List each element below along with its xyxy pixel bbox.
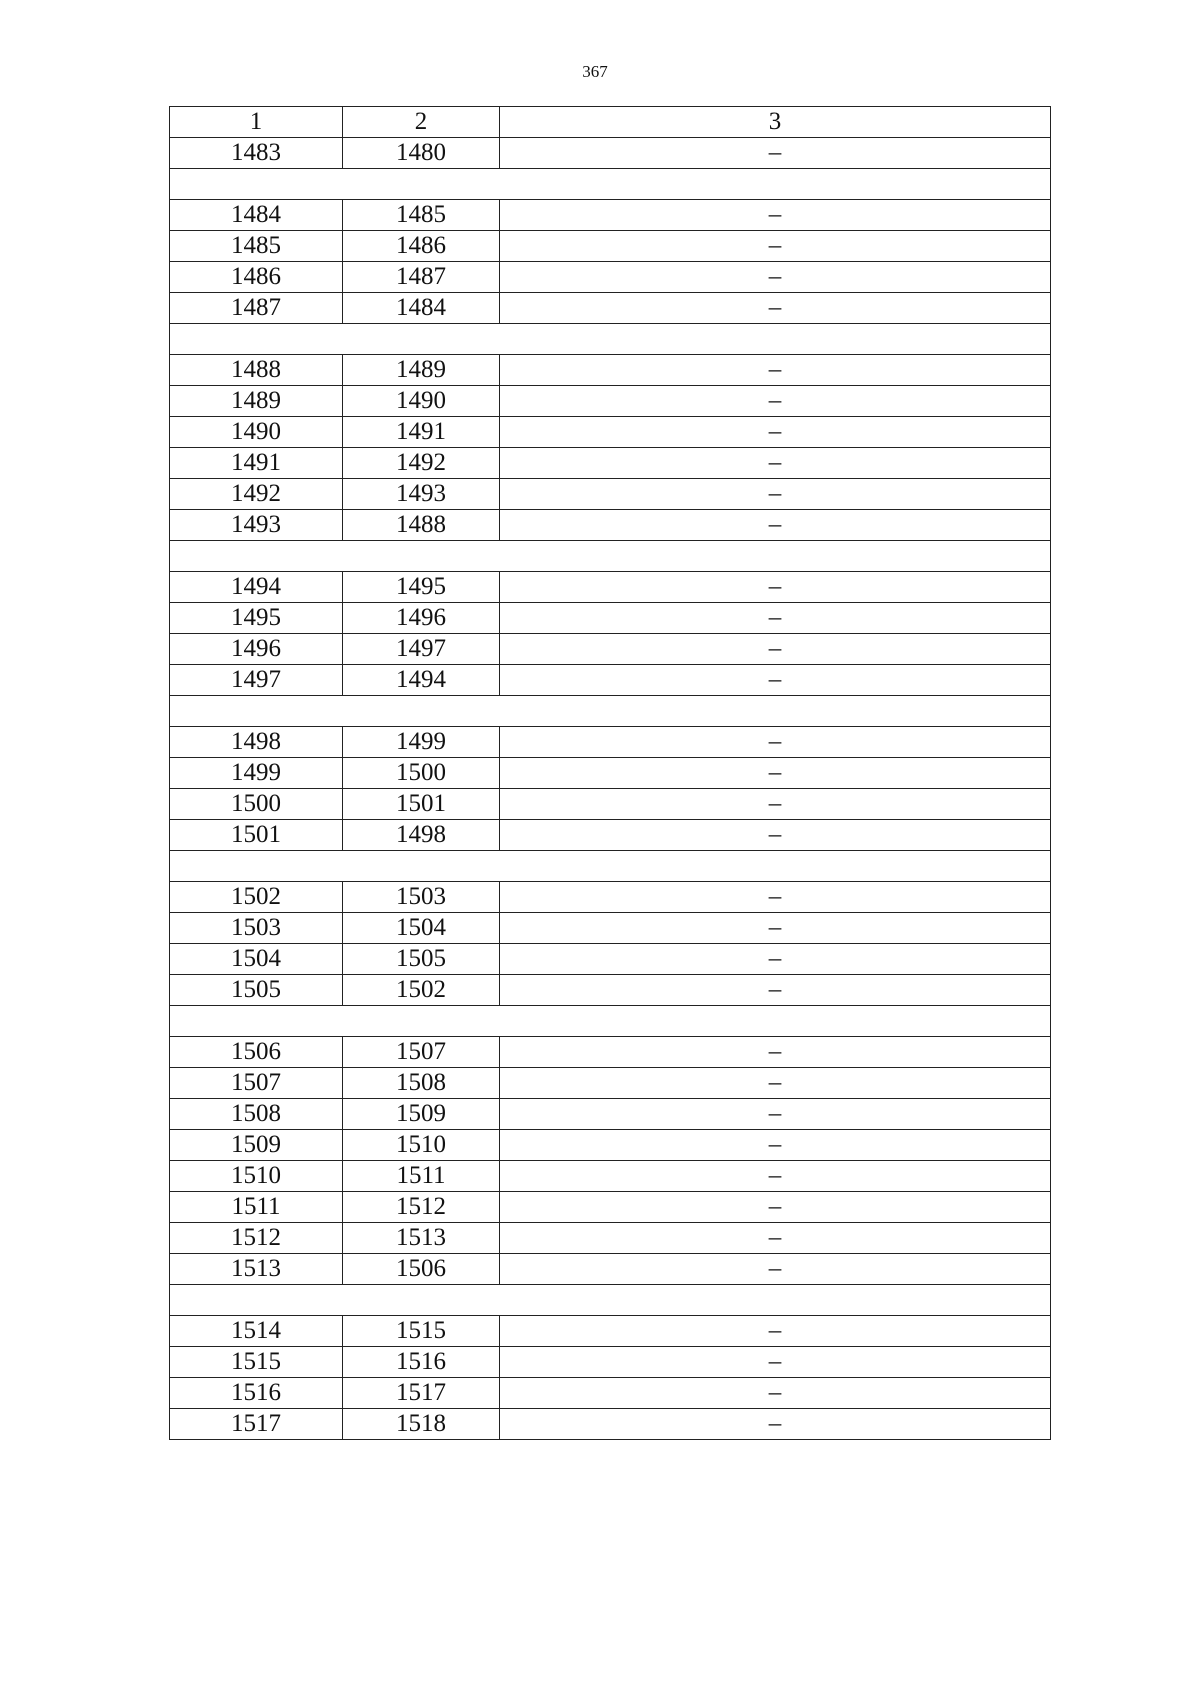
separator-row	[170, 1285, 1051, 1316]
cell-col-3: –	[500, 417, 1051, 448]
table-row	[170, 355, 1051, 386]
cell-col-2: 1506	[343, 1254, 500, 1285]
cell-col-1: 1496	[170, 634, 343, 665]
cell-col-1: 1501	[170, 820, 343, 851]
cell-col-2: 1513	[343, 1223, 500, 1254]
table-row	[170, 417, 1051, 448]
cell-col-1: 1485	[170, 231, 343, 262]
cell-col-2: 1484	[343, 293, 500, 324]
separator-cell	[170, 696, 1051, 727]
cell-col-1: 1488	[170, 355, 343, 386]
table-row	[170, 1347, 1051, 1378]
cell-col-1: 1491	[170, 448, 343, 479]
cell-col-3: –	[500, 634, 1051, 665]
cell-col-1: 1509	[170, 1130, 343, 1161]
table-row	[170, 231, 1051, 262]
cell-col-2: 1517	[343, 1378, 500, 1409]
cell-col-2: 1495	[343, 572, 500, 603]
cell-col-1: 1505	[170, 975, 343, 1006]
cell-col-1: 1486	[170, 262, 343, 293]
cell-col-3: –	[500, 293, 1051, 324]
cell-col-1: 1514	[170, 1316, 343, 1347]
cell-col-2: 1501	[343, 789, 500, 820]
cell-col-2: 1496	[343, 603, 500, 634]
page-number: 367	[582, 62, 608, 81]
cell-col-3: –	[500, 913, 1051, 944]
cell-col-3: –	[500, 1347, 1051, 1378]
cell-col-1: 1494	[170, 572, 343, 603]
table-row	[170, 727, 1051, 758]
table-row	[170, 634, 1051, 665]
separator-row	[170, 851, 1051, 882]
table-row	[170, 1409, 1051, 1440]
cell-col-1: 1506	[170, 1037, 343, 1068]
cell-col-3: –	[500, 200, 1051, 231]
cell-col-1: 1508	[170, 1099, 343, 1130]
separator-cell	[170, 324, 1051, 355]
cell-col-1: 1515	[170, 1347, 343, 1378]
cell-col-1: 1487	[170, 293, 343, 324]
cell-col-3: –	[500, 262, 1051, 293]
cell-col-1: 1497	[170, 665, 343, 696]
cell-col-1: 1483	[170, 138, 343, 169]
cell-col-3: –	[500, 572, 1051, 603]
cell-col-3: –	[500, 1378, 1051, 1409]
separator-cell	[170, 1006, 1051, 1037]
table-row	[170, 510, 1051, 541]
cell-col-2: 1500	[343, 758, 500, 789]
cell-col-3: –	[500, 1161, 1051, 1192]
cell-col-3: –	[500, 975, 1051, 1006]
cell-col-1: 1511	[170, 1192, 343, 1223]
cell-col-2: 1488	[343, 510, 500, 541]
cell-col-1: 1507	[170, 1068, 343, 1099]
table-row	[170, 479, 1051, 510]
table-row	[170, 138, 1051, 169]
cell-col-3: –	[500, 1409, 1051, 1440]
cell-col-3: –	[500, 510, 1051, 541]
cell-col-2: 1497	[343, 634, 500, 665]
cell-col-1: 1503	[170, 913, 343, 944]
table-row	[170, 820, 1051, 851]
separator-row	[170, 696, 1051, 727]
cell-col-3: –	[500, 1099, 1051, 1130]
cell-col-2: 1498	[343, 820, 500, 851]
cell-col-2: 1480	[343, 138, 500, 169]
cell-col-3: –	[500, 758, 1051, 789]
cell-col-1: 1495	[170, 603, 343, 634]
table-row	[170, 1099, 1051, 1130]
cell-col-3: –	[500, 1192, 1051, 1223]
table-row	[170, 665, 1051, 696]
cell-col-2: 1510	[343, 1130, 500, 1161]
cell-col-2: 1493	[343, 479, 500, 510]
cell-col-2: 1489	[343, 355, 500, 386]
cell-col-1: 1484	[170, 200, 343, 231]
separator-cell	[170, 541, 1051, 572]
table-row	[170, 1316, 1051, 1347]
header-cell-2: 2	[343, 107, 500, 138]
cell-col-3: –	[500, 1316, 1051, 1347]
cell-col-1: 1489	[170, 386, 343, 417]
cell-col-1: 1517	[170, 1409, 343, 1440]
cell-col-2: 1487	[343, 262, 500, 293]
header-cell-1: 1	[170, 107, 343, 138]
header-cell-3: 3	[500, 107, 1051, 138]
table-row	[170, 262, 1051, 293]
table-row	[170, 293, 1051, 324]
cell-col-2: 1491	[343, 417, 500, 448]
cell-col-3: –	[500, 727, 1051, 758]
table-row	[170, 1130, 1051, 1161]
cell-col-3: –	[500, 386, 1051, 417]
cell-col-3: –	[500, 479, 1051, 510]
table-row	[170, 1378, 1051, 1409]
cell-col-2: 1509	[343, 1099, 500, 1130]
cell-col-2: 1515	[343, 1316, 500, 1347]
cell-col-1: 1500	[170, 789, 343, 820]
cell-col-2: 1502	[343, 975, 500, 1006]
table-row	[170, 386, 1051, 417]
table-row	[170, 1192, 1051, 1223]
cell-col-1: 1492	[170, 479, 343, 510]
cell-col-1: 1493	[170, 510, 343, 541]
separator-cell	[170, 169, 1051, 200]
cell-col-2: 1512	[343, 1192, 500, 1223]
header-row	[170, 107, 1051, 138]
cell-col-1: 1513	[170, 1254, 343, 1285]
cell-col-1: 1510	[170, 1161, 343, 1192]
table-row	[170, 975, 1051, 1006]
cell-col-2: 1508	[343, 1068, 500, 1099]
cell-col-3: –	[500, 944, 1051, 975]
separator-cell	[170, 1285, 1051, 1316]
separator-row	[170, 169, 1051, 200]
cell-col-1: 1490	[170, 417, 343, 448]
separator-row	[170, 541, 1051, 572]
table-row	[170, 789, 1051, 820]
data-table	[169, 106, 1051, 1440]
cell-col-3: –	[500, 1254, 1051, 1285]
cell-col-3: –	[500, 231, 1051, 262]
table-row	[170, 1068, 1051, 1099]
table-row	[170, 1161, 1051, 1192]
table-row	[170, 200, 1051, 231]
cell-col-1: 1502	[170, 882, 343, 913]
table-row	[170, 758, 1051, 789]
separator-row	[170, 324, 1051, 355]
cell-col-2: 1516	[343, 1347, 500, 1378]
cell-col-1: 1499	[170, 758, 343, 789]
cell-col-3: –	[500, 1068, 1051, 1099]
cell-col-3: –	[500, 603, 1051, 634]
cell-col-1: 1498	[170, 727, 343, 758]
cell-col-2: 1503	[343, 882, 500, 913]
table-row	[170, 944, 1051, 975]
cell-col-3: –	[500, 1037, 1051, 1068]
cell-col-3: –	[500, 789, 1051, 820]
table-row	[170, 913, 1051, 944]
separator-cell	[170, 851, 1051, 882]
cell-col-2: 1505	[343, 944, 500, 975]
cell-col-3: –	[500, 355, 1051, 386]
cell-col-2: 1494	[343, 665, 500, 696]
cell-col-1: 1504	[170, 944, 343, 975]
cell-col-3: –	[500, 665, 1051, 696]
cell-col-2: 1492	[343, 448, 500, 479]
cell-col-1: 1516	[170, 1378, 343, 1409]
table-row	[170, 603, 1051, 634]
table-row	[170, 1254, 1051, 1285]
table-row	[170, 572, 1051, 603]
table-body	[170, 138, 1051, 1440]
cell-col-2: 1518	[343, 1409, 500, 1440]
cell-col-1: 1512	[170, 1223, 343, 1254]
cell-col-3: –	[500, 882, 1051, 913]
cell-col-2: 1499	[343, 727, 500, 758]
separator-row	[170, 1006, 1051, 1037]
table-header	[170, 107, 1051, 138]
table-row	[170, 882, 1051, 913]
cell-col-3: –	[500, 1223, 1051, 1254]
table-row	[170, 448, 1051, 479]
table-row	[170, 1037, 1051, 1068]
cell-col-2: 1486	[343, 231, 500, 262]
cell-col-2: 1490	[343, 386, 500, 417]
cell-col-3: –	[500, 448, 1051, 479]
table-row	[170, 1223, 1051, 1254]
cell-col-3: –	[500, 1130, 1051, 1161]
cell-col-3: –	[500, 820, 1051, 851]
cell-col-2: 1504	[343, 913, 500, 944]
cell-col-2: 1485	[343, 200, 500, 231]
cell-col-2: 1511	[343, 1161, 500, 1192]
cell-col-2: 1507	[343, 1037, 500, 1068]
cell-col-3: –	[500, 138, 1051, 169]
